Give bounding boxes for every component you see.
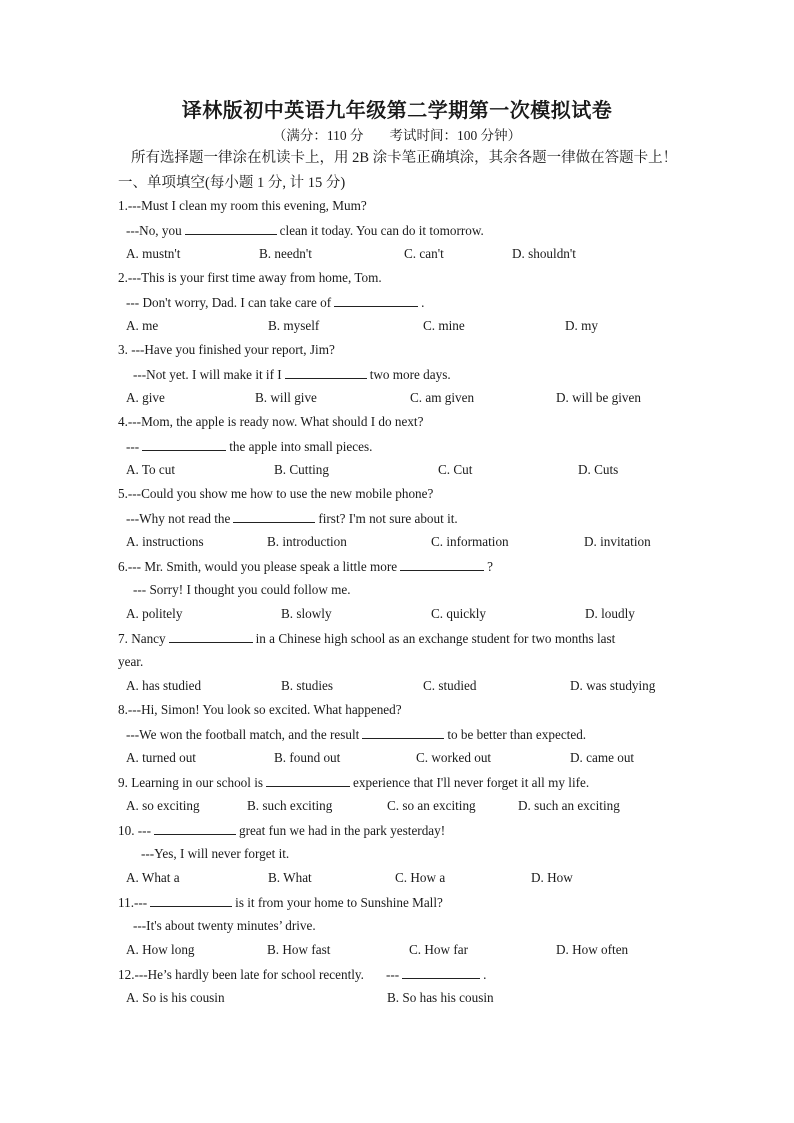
exam-time: 考试时间：100 分钟）: [389, 128, 522, 143]
answer-blank: [402, 964, 480, 979]
q6-option-b: B. slowly: [281, 606, 332, 621]
q3-option-d: D. will be given: [556, 390, 641, 405]
exam-meta: [0, 124, 794, 144]
answer-blank: [142, 436, 226, 451]
answer-blank: [334, 292, 418, 307]
q5-option-b: B. introduction: [267, 534, 347, 549]
q3-option-a: A. give: [126, 390, 165, 405]
page-title: 译林版初中英语九年级第二学期第一次模拟试卷: [181, 100, 613, 122]
question-8-stem: 8.---Hi, Simon! You look so excited. What happened?: [118, 702, 402, 717]
q7-option-a: A. has studied: [126, 678, 202, 693]
q1-option-c: C. can't: [404, 246, 444, 261]
answer-blank: [400, 556, 484, 571]
q2-option-b: B. myself: [268, 318, 320, 333]
question-10-stem: 10. --- great fun we had in the park yesterday!: [118, 820, 445, 840]
q6-option-d: D. loudly: [585, 606, 635, 621]
question-8-response: ---We won the football match, and the result to be better than expected.: [126, 724, 586, 744]
q1-option-b: B. needn't: [259, 246, 312, 261]
question-12-stem: 12.---He’s hardly been late for school recently. --- .: [118, 964, 486, 984]
question-7-stem: 7. Nancy in a Chinese high school as an exchange student for two months last: [118, 628, 615, 648]
question-3-response: ---Not yet. I will make it if I two more days.: [133, 364, 451, 384]
q1-option-a: A. mustn't: [126, 246, 181, 261]
answer-blank: [154, 820, 236, 835]
q8-option-d: D. came out: [570, 750, 635, 765]
q9-option-b: B. such exciting: [247, 798, 333, 813]
q9-option-c: C. so an exciting: [387, 798, 476, 813]
question-3-stem: 3. ---Have you finished your report, Jim?: [118, 342, 335, 357]
section-heading: 一、单项填空(每小题 1 分, 计 15 分): [118, 175, 346, 191]
q4-option-b: B. Cutting: [274, 462, 329, 477]
q11-option-b: B. How fast: [267, 942, 331, 957]
answer-blank: [233, 508, 315, 523]
q5-option-d: D. invitation: [584, 534, 651, 549]
q5-option-c: C. information: [431, 534, 509, 549]
q10-option-a: A. What a: [126, 870, 180, 885]
answer-blank: [266, 772, 350, 787]
q3-option-b: B. will give: [255, 390, 317, 405]
question-7-continuation: year.: [118, 654, 144, 669]
q11-option-d: D. How often: [556, 942, 629, 957]
question-5-stem: 5.---Could you show me how to use the new mobile phone?: [118, 486, 434, 501]
answer-blank: [169, 628, 253, 643]
full-marks: （满分：110 分: [272, 128, 364, 143]
q10-option-c: C. How a: [395, 870, 446, 885]
answer-blank: [362, 724, 444, 739]
q8-option-a: A. turned out: [126, 750, 196, 765]
q2-option-c: C. mine: [423, 318, 465, 333]
instructions: 所有选择题一律涂在机读卡上，用 2B 涂卡笔正确填涂，其余各题一律做在答题卡上！: [131, 150, 678, 166]
q1-option-d: D. shouldn't: [512, 246, 576, 261]
q9-option-a: A. so exciting: [126, 798, 200, 813]
question-1-stem: 1.---Must I clean my room this evening, Mum?: [118, 198, 367, 213]
question-6-response: --- Sorry! I thought you could follow me.: [133, 582, 351, 597]
q8-option-c: C. worked out: [416, 750, 492, 765]
q8-option-b: B. found out: [274, 750, 341, 765]
q9-option-d: D. such an exciting: [518, 798, 620, 813]
q3-option-c: C. am given: [410, 390, 475, 405]
question-9-stem: 9. Learning in our school is experience that I'll never forget it all my life.: [118, 772, 589, 792]
question-11-response: ---It's about twenty minutes’ drive.: [133, 918, 316, 933]
q10-option-b: B. What: [268, 870, 312, 885]
question-11-stem: 11.--- is it from your home to Sunshine Mall?: [118, 892, 443, 912]
q4-option-d: D. Cuts: [578, 462, 619, 477]
question-2-response: --- Don't worry, Dad. I can take care of .: [126, 292, 424, 312]
question-4-stem: 4.---Mom, the apple is ready now. What should I do next?: [118, 414, 424, 429]
q4-option-a: A. To cut: [126, 462, 176, 477]
q7-option-d: D. was studying: [570, 678, 656, 693]
q2-option-a: A. me: [126, 318, 159, 333]
q11-option-a: A. How long: [126, 942, 195, 957]
q7-option-c: C. studied: [423, 678, 477, 693]
q2-option-d: D. my: [565, 318, 598, 333]
answer-blank: [285, 364, 367, 379]
question-5-response: ---Why not read the first? I'm not sure about it.: [126, 508, 458, 528]
q4-option-c: C. Cut: [438, 462, 473, 477]
question-10-response: ---Yes, I will never forget it.: [141, 846, 290, 861]
question-2-stem: 2.---This is your first time away from home, Tom.: [118, 270, 382, 285]
q5-option-a: A. instructions: [126, 534, 204, 549]
q6-option-a: A. politely: [126, 606, 183, 621]
q11-option-c: C. How far: [409, 942, 468, 957]
q10-option-d: D. How: [531, 870, 573, 885]
question-4-response: --- the apple into small pieces.: [126, 436, 372, 456]
answer-blank: [185, 220, 277, 235]
q12-option-b: B. So has his cousin: [387, 990, 494, 1005]
q6-option-c: C. quickly: [431, 606, 486, 621]
q7-option-b: B. studies: [281, 678, 334, 693]
answer-blank: [150, 892, 232, 907]
q12-option-a: A. So is his cousin: [126, 990, 225, 1005]
question-6-stem: 6.--- Mr. Smith, would you please speak a little more ?: [118, 556, 493, 576]
question-1-response: ---No, you clean it today. You can do it tomorrow.: [126, 220, 484, 240]
